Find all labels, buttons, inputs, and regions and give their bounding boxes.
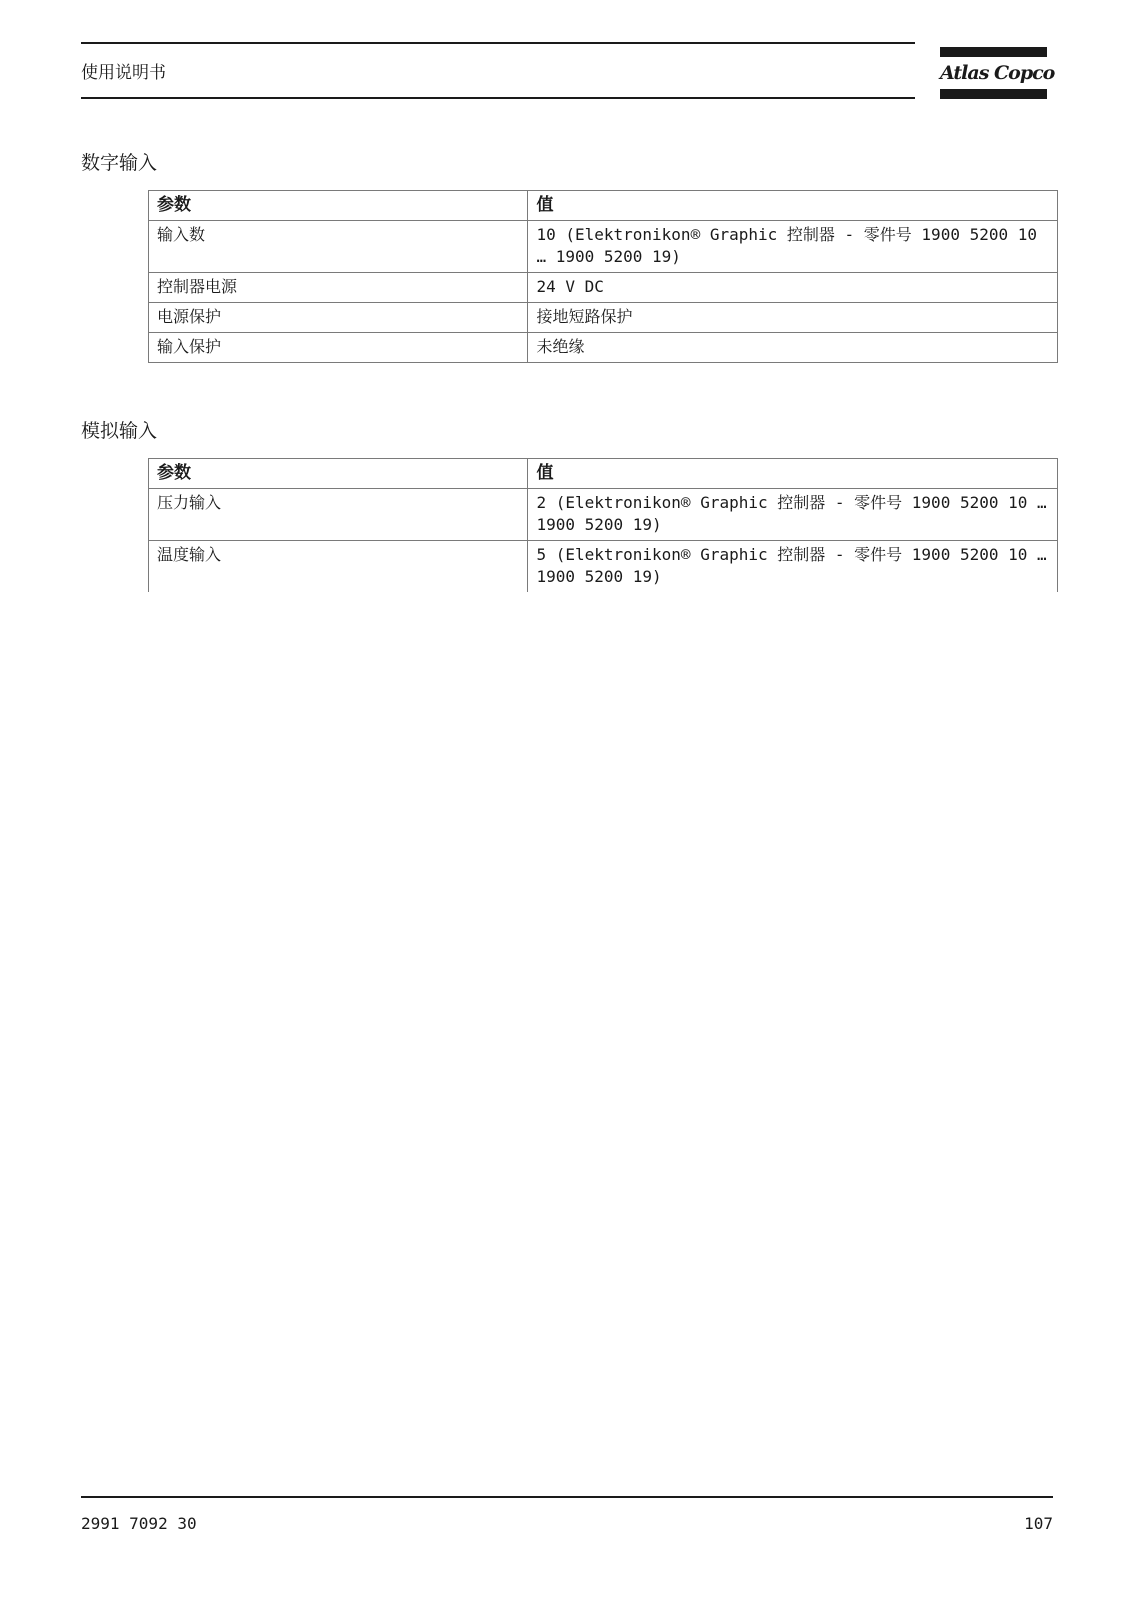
column-header-param: 参数: [149, 191, 528, 221]
value-cell: 10 (Elektronikon® Graphic 控制器 - 零件号 1900 5200 10 … 1900 5200 19): [528, 221, 1058, 273]
section-title-digital: 数字输入: [81, 152, 158, 174]
atlas-copco-logo: [940, 47, 1055, 99]
column-header-param: 参数: [149, 459, 528, 489]
footer-rule: [81, 1496, 1053, 1498]
value-cell: 5 (Elektronikon® Graphic 控制器 - 零件号 1900 5200 10 … 1900 5200 19): [528, 541, 1058, 593]
table-row: [149, 489, 1058, 541]
value-cell: 24 V DC: [528, 273, 1058, 303]
param-cell: 电源保护: [149, 303, 528, 333]
column-header-value: 值: [528, 459, 1058, 489]
param-cell: 输入数: [149, 221, 528, 273]
table-row: [149, 221, 1058, 273]
param-cell: 输入保护: [149, 333, 528, 363]
column-header-value: 值: [528, 191, 1058, 221]
param-cell: 压力输入: [149, 489, 528, 541]
header-bottom-rule: [81, 97, 915, 99]
table-row: [149, 273, 1058, 303]
table-header-row: [149, 459, 1058, 489]
document-title: 使用说明书: [81, 63, 166, 83]
section-title-analog: 模拟输入: [81, 420, 158, 442]
digital-inputs-table: [148, 190, 1058, 363]
page-number: 107: [1024, 1514, 1053, 1533]
param-cell: 控制器电源: [149, 273, 528, 303]
table-row: [149, 541, 1058, 593]
table-header-row: [149, 191, 1058, 221]
table-row: [149, 303, 1058, 333]
logo-top-bar: [940, 47, 1047, 57]
logo-wordmark: Atlas Copco: [940, 62, 1055, 84]
value-cell: 未绝缘: [528, 333, 1058, 363]
value-cell: 接地短路保护: [528, 303, 1058, 333]
document-number: 2991 7092 30: [81, 1514, 197, 1533]
param-cell: 温度输入: [149, 541, 528, 593]
table-row: [149, 333, 1058, 363]
header-top-rule: [81, 42, 915, 44]
analog-inputs-table: [148, 458, 1058, 592]
value-cell: 2 (Elektronikon® Graphic 控制器 - 零件号 1900 5200 10 … 1900 5200 19): [528, 489, 1058, 541]
logo-bottom-bar: [940, 89, 1047, 99]
